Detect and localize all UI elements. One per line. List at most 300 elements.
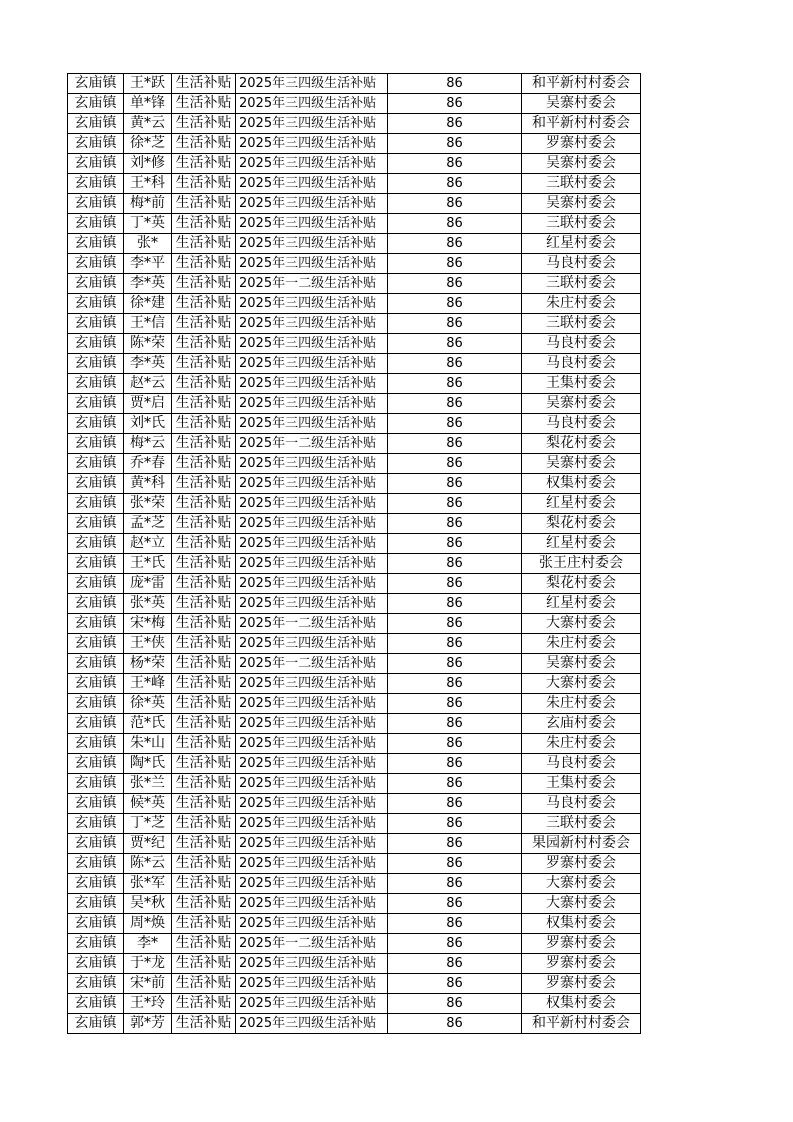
amount-cell: 86 — [388, 974, 522, 994]
village-cell: 朱庄村委会 — [522, 694, 641, 714]
village-cell: 马良村委会 — [522, 754, 641, 774]
town-cell: 玄庙镇 — [68, 694, 124, 714]
town-cell: 玄庙镇 — [68, 894, 124, 914]
table-row — [68, 334, 641, 354]
table-row — [68, 214, 641, 234]
description-cell: 2025年三四级生活补贴 — [236, 234, 388, 254]
name-cell: 孟*芝 — [124, 514, 172, 534]
name-cell: 郭*芳 — [124, 1014, 172, 1034]
town-cell: 玄庙镇 — [68, 74, 124, 94]
name-cell: 王*侠 — [124, 634, 172, 654]
name-cell: 王*峰 — [124, 674, 172, 694]
description-cell: 2025年三四级生活补贴 — [236, 834, 388, 854]
amount-cell: 86 — [388, 594, 522, 614]
description-cell: 2025年三四级生活补贴 — [236, 754, 388, 774]
table-row — [68, 394, 641, 414]
subsidy-type-cell: 生活补贴 — [172, 154, 236, 174]
name-cell: 朱*山 — [124, 734, 172, 754]
village-cell: 三联村委会 — [522, 174, 641, 194]
village-cell: 红星村委会 — [522, 534, 641, 554]
name-cell: 李*英 — [124, 354, 172, 374]
table-row — [68, 474, 641, 494]
description-cell: 2025年三四级生活补贴 — [236, 334, 388, 354]
subsidy-type-cell: 生活补贴 — [172, 274, 236, 294]
subsidy-type-cell: 生活补贴 — [172, 494, 236, 514]
description-cell: 2025年三四级生活补贴 — [236, 394, 388, 414]
town-cell: 玄庙镇 — [68, 974, 124, 994]
amount-cell: 86 — [388, 634, 522, 654]
town-cell: 玄庙镇 — [68, 374, 124, 394]
table-row — [68, 914, 641, 934]
subsidy-type-cell: 生活补贴 — [172, 474, 236, 494]
name-cell: 王*科 — [124, 174, 172, 194]
description-cell: 2025年三四级生活补贴 — [236, 914, 388, 934]
description-cell: 2025年三四级生活补贴 — [236, 574, 388, 594]
description-cell: 2025年三四级生活补贴 — [236, 174, 388, 194]
subsidy-type-cell: 生活补贴 — [172, 234, 236, 254]
subsidy-type-cell: 生活补贴 — [172, 974, 236, 994]
amount-cell: 86 — [388, 794, 522, 814]
table-row — [68, 714, 641, 734]
description-cell: 2025年三四级生活补贴 — [236, 734, 388, 754]
village-cell: 罗寨村委会 — [522, 934, 641, 954]
amount-cell: 86 — [388, 414, 522, 434]
table-row — [68, 74, 641, 94]
table-row — [68, 834, 641, 854]
village-cell: 马良村委会 — [522, 334, 641, 354]
subsidy-type-cell: 生活补贴 — [172, 334, 236, 354]
subsidy-type-cell: 生活补贴 — [172, 514, 236, 534]
subsidy-type-cell: 生活补贴 — [172, 1014, 236, 1034]
description-cell: 2025年三四级生活补贴 — [236, 74, 388, 94]
name-cell: 宋*梅 — [124, 614, 172, 634]
description-cell: 2025年三四级生活补贴 — [236, 794, 388, 814]
description-cell: 2025年三四级生活补贴 — [236, 714, 388, 734]
amount-cell: 86 — [388, 494, 522, 514]
amount-cell: 86 — [388, 654, 522, 674]
amount-cell: 86 — [388, 714, 522, 734]
table-row — [68, 254, 641, 274]
table-row — [68, 134, 641, 154]
town-cell: 玄庙镇 — [68, 834, 124, 854]
town-cell: 玄庙镇 — [68, 274, 124, 294]
name-cell: 候*英 — [124, 794, 172, 814]
village-cell: 和平新村村委会 — [522, 114, 641, 134]
village-cell: 朱庄村委会 — [522, 294, 641, 314]
description-cell: 2025年三四级生活补贴 — [236, 214, 388, 234]
village-cell: 吴寨村委会 — [522, 654, 641, 674]
town-cell: 玄庙镇 — [68, 914, 124, 934]
table-row — [68, 734, 641, 754]
subsidy-type-cell: 生活补贴 — [172, 294, 236, 314]
village-cell: 红星村委会 — [522, 594, 641, 614]
description-cell: 2025年三四级生活补贴 — [236, 294, 388, 314]
amount-cell: 86 — [388, 374, 522, 394]
description-cell: 2025年三四级生活补贴 — [236, 554, 388, 574]
table-row — [68, 754, 641, 774]
village-cell: 权集村委会 — [522, 474, 641, 494]
amount-cell: 86 — [388, 734, 522, 754]
subsidy-table — [67, 73, 641, 1034]
village-cell: 吴寨村委会 — [522, 194, 641, 214]
subsidy-type-cell: 生活补贴 — [172, 854, 236, 874]
name-cell: 贾*启 — [124, 394, 172, 414]
subsidy-type-cell: 生活补贴 — [172, 134, 236, 154]
town-cell: 玄庙镇 — [68, 534, 124, 554]
subsidy-type-cell: 生活补贴 — [172, 814, 236, 834]
name-cell: 赵*立 — [124, 534, 172, 554]
town-cell: 玄庙镇 — [68, 114, 124, 134]
table-row — [68, 854, 641, 874]
village-cell: 朱庄村委会 — [522, 734, 641, 754]
town-cell: 玄庙镇 — [68, 434, 124, 454]
description-cell: 2025年三四级生活补贴 — [236, 154, 388, 174]
town-cell: 玄庙镇 — [68, 494, 124, 514]
amount-cell: 86 — [388, 174, 522, 194]
amount-cell: 86 — [388, 1014, 522, 1034]
subsidy-type-cell: 生活补贴 — [172, 914, 236, 934]
town-cell: 玄庙镇 — [68, 654, 124, 674]
town-cell: 玄庙镇 — [68, 774, 124, 794]
name-cell: 黄*云 — [124, 114, 172, 134]
description-cell: 2025年三四级生活补贴 — [236, 894, 388, 914]
table-row — [68, 314, 641, 334]
table-row — [68, 514, 641, 534]
description-cell: 2025年三四级生活补贴 — [236, 1014, 388, 1034]
village-cell: 和平新村村委会 — [522, 1014, 641, 1034]
village-cell: 罗寨村委会 — [522, 134, 641, 154]
village-cell: 和平新村村委会 — [522, 74, 641, 94]
table-row — [68, 814, 641, 834]
village-cell: 梨花村委会 — [522, 434, 641, 454]
village-cell: 马良村委会 — [522, 414, 641, 434]
subsidy-type-cell: 生活补贴 — [172, 834, 236, 854]
description-cell: 2025年一二级生活补贴 — [236, 274, 388, 294]
name-cell: 丁*芝 — [124, 814, 172, 834]
description-cell: 2025年三四级生活补贴 — [236, 314, 388, 334]
table-row — [68, 194, 641, 214]
subsidy-type-cell: 生活补贴 — [172, 314, 236, 334]
name-cell: 王*信 — [124, 314, 172, 334]
amount-cell: 86 — [388, 934, 522, 954]
subsidy-type-cell: 生活补贴 — [172, 634, 236, 654]
town-cell: 玄庙镇 — [68, 294, 124, 314]
description-cell: 2025年三四级生活补贴 — [236, 134, 388, 154]
subsidy-type-cell: 生活补贴 — [172, 194, 236, 214]
town-cell: 玄庙镇 — [68, 354, 124, 374]
subsidy-type-cell: 生活补贴 — [172, 414, 236, 434]
amount-cell: 86 — [388, 214, 522, 234]
name-cell: 庞*雷 — [124, 574, 172, 594]
village-cell: 大寨村委会 — [522, 614, 641, 634]
subsidy-type-cell: 生活补贴 — [172, 754, 236, 774]
table-row — [68, 594, 641, 614]
table-row — [68, 454, 641, 474]
table-row — [68, 614, 641, 634]
town-cell: 玄庙镇 — [68, 474, 124, 494]
name-cell: 陶*氏 — [124, 754, 172, 774]
name-cell: 杨*荣 — [124, 654, 172, 674]
description-cell: 2025年一二级生活补贴 — [236, 434, 388, 454]
table-row — [68, 434, 641, 454]
village-cell: 罗寨村委会 — [522, 854, 641, 874]
table-row — [68, 994, 641, 1014]
subsidy-type-cell: 生活补贴 — [172, 534, 236, 554]
name-cell: 徐*建 — [124, 294, 172, 314]
description-cell: 2025年三四级生活补贴 — [236, 194, 388, 214]
amount-cell: 86 — [388, 134, 522, 154]
amount-cell: 86 — [388, 534, 522, 554]
town-cell: 玄庙镇 — [68, 134, 124, 154]
subsidy-type-cell: 生活补贴 — [172, 934, 236, 954]
town-cell: 玄庙镇 — [68, 594, 124, 614]
subsidy-type-cell: 生活补贴 — [172, 614, 236, 634]
amount-cell: 86 — [388, 454, 522, 474]
subsidy-type-cell: 生活补贴 — [172, 434, 236, 454]
amount-cell: 86 — [388, 874, 522, 894]
subsidy-type-cell: 生活补贴 — [172, 794, 236, 814]
subsidy-type-cell: 生活补贴 — [172, 574, 236, 594]
description-cell: 2025年三四级生活补贴 — [236, 954, 388, 974]
amount-cell: 86 — [388, 834, 522, 854]
village-cell: 三联村委会 — [522, 214, 641, 234]
amount-cell: 86 — [388, 994, 522, 1014]
name-cell: 张*兰 — [124, 774, 172, 794]
description-cell: 2025年三四级生活补贴 — [236, 854, 388, 874]
town-cell: 玄庙镇 — [68, 934, 124, 954]
subsidy-type-cell: 生活补贴 — [172, 894, 236, 914]
village-cell: 梨花村委会 — [522, 514, 641, 534]
town-cell: 玄庙镇 — [68, 174, 124, 194]
town-cell: 玄庙镇 — [68, 314, 124, 334]
name-cell: 张*荣 — [124, 494, 172, 514]
name-cell: 丁*英 — [124, 214, 172, 234]
name-cell: 梅*云 — [124, 434, 172, 454]
village-cell: 红星村委会 — [522, 494, 641, 514]
amount-cell: 86 — [388, 154, 522, 174]
name-cell: 张* — [124, 234, 172, 254]
table-row — [68, 174, 641, 194]
description-cell: 2025年三四级生活补贴 — [236, 534, 388, 554]
subsidy-type-cell: 生活补贴 — [172, 734, 236, 754]
amount-cell: 86 — [388, 234, 522, 254]
description-cell: 2025年一二级生活补贴 — [236, 934, 388, 954]
amount-cell: 86 — [388, 554, 522, 574]
amount-cell: 86 — [388, 694, 522, 714]
amount-cell: 86 — [388, 914, 522, 934]
amount-cell: 86 — [388, 754, 522, 774]
name-cell: 陈*云 — [124, 854, 172, 874]
town-cell: 玄庙镇 — [68, 634, 124, 654]
town-cell: 玄庙镇 — [68, 854, 124, 874]
name-cell: 周*焕 — [124, 914, 172, 934]
name-cell: 单*锋 — [124, 94, 172, 114]
amount-cell: 86 — [388, 814, 522, 834]
amount-cell: 86 — [388, 94, 522, 114]
village-cell: 王集村委会 — [522, 774, 641, 794]
town-cell: 玄庙镇 — [68, 954, 124, 974]
table-row — [68, 874, 641, 894]
name-cell: 刘*修 — [124, 154, 172, 174]
subsidy-type-cell: 生活补贴 — [172, 374, 236, 394]
name-cell: 梅*前 — [124, 194, 172, 214]
subsidy-type-cell: 生活补贴 — [172, 874, 236, 894]
table-row — [68, 974, 641, 994]
description-cell: 2025年三四级生活补贴 — [236, 474, 388, 494]
description-cell: 2025年一二级生活补贴 — [236, 654, 388, 674]
description-cell: 2025年三四级生活补贴 — [236, 254, 388, 274]
name-cell: 贾*纪 — [124, 834, 172, 854]
description-cell: 2025年三四级生活补贴 — [236, 494, 388, 514]
subsidy-type-cell: 生活补贴 — [172, 654, 236, 674]
table-row — [68, 354, 641, 374]
town-cell: 玄庙镇 — [68, 254, 124, 274]
village-cell: 罗寨村委会 — [522, 974, 641, 994]
village-cell: 大寨村委会 — [522, 874, 641, 894]
table-row — [68, 954, 641, 974]
village-cell: 大寨村委会 — [522, 894, 641, 914]
village-cell: 三联村委会 — [522, 274, 641, 294]
town-cell: 玄庙镇 — [68, 574, 124, 594]
subsidy-type-cell: 生活补贴 — [172, 954, 236, 974]
town-cell: 玄庙镇 — [68, 414, 124, 434]
name-cell: 刘*氏 — [124, 414, 172, 434]
subsidy-type-cell: 生活补贴 — [172, 454, 236, 474]
amount-cell: 86 — [388, 854, 522, 874]
description-cell: 2025年三四级生活补贴 — [236, 874, 388, 894]
village-cell: 权集村委会 — [522, 994, 641, 1014]
amount-cell: 86 — [388, 614, 522, 634]
subsidy-type-cell: 生活补贴 — [172, 674, 236, 694]
name-cell: 赵*云 — [124, 374, 172, 394]
town-cell: 玄庙镇 — [68, 334, 124, 354]
amount-cell: 86 — [388, 894, 522, 914]
amount-cell: 86 — [388, 334, 522, 354]
amount-cell: 86 — [388, 434, 522, 454]
table-body — [68, 74, 641, 1034]
name-cell: 范*氏 — [124, 714, 172, 734]
subsidy-type-cell: 生活补贴 — [172, 554, 236, 574]
description-cell: 2025年三四级生活补贴 — [236, 694, 388, 714]
amount-cell: 86 — [388, 194, 522, 214]
name-cell: 李*平 — [124, 254, 172, 274]
name-cell: 张*英 — [124, 594, 172, 614]
town-cell: 玄庙镇 — [68, 194, 124, 214]
village-cell: 马良村委会 — [522, 354, 641, 374]
village-cell: 吴寨村委会 — [522, 454, 641, 474]
description-cell: 2025年三四级生活补贴 — [236, 374, 388, 394]
town-cell: 玄庙镇 — [68, 1014, 124, 1034]
table-row — [68, 774, 641, 794]
name-cell: 乔*春 — [124, 454, 172, 474]
description-cell: 2025年一二级生活补贴 — [236, 614, 388, 634]
town-cell: 玄庙镇 — [68, 234, 124, 254]
subsidy-type-cell: 生活补贴 — [172, 114, 236, 134]
amount-cell: 86 — [388, 574, 522, 594]
village-cell: 张王庄村委会 — [522, 554, 641, 574]
amount-cell: 86 — [388, 274, 522, 294]
town-cell: 玄庙镇 — [68, 814, 124, 834]
description-cell: 2025年三四级生活补贴 — [236, 974, 388, 994]
amount-cell: 86 — [388, 254, 522, 274]
name-cell: 陈*荣 — [124, 334, 172, 354]
village-cell: 权集村委会 — [522, 914, 641, 934]
description-cell: 2025年三四级生活补贴 — [236, 634, 388, 654]
town-cell: 玄庙镇 — [68, 734, 124, 754]
name-cell: 李*英 — [124, 274, 172, 294]
village-cell: 吴寨村委会 — [522, 94, 641, 114]
village-cell: 王集村委会 — [522, 374, 641, 394]
amount-cell: 86 — [388, 114, 522, 134]
name-cell: 李* — [124, 934, 172, 954]
town-cell: 玄庙镇 — [68, 674, 124, 694]
name-cell: 吴*秋 — [124, 894, 172, 914]
town-cell: 玄庙镇 — [68, 794, 124, 814]
amount-cell: 86 — [388, 474, 522, 494]
table-row — [68, 694, 641, 714]
town-cell: 玄庙镇 — [68, 614, 124, 634]
subsidy-type-cell: 生活补贴 — [172, 354, 236, 374]
table-row — [68, 414, 641, 434]
village-cell: 马良村委会 — [522, 254, 641, 274]
amount-cell: 86 — [388, 954, 522, 974]
table-row — [68, 154, 641, 174]
table-row — [68, 1014, 641, 1034]
subsidy-type-cell: 生活补贴 — [172, 694, 236, 714]
description-cell: 2025年三四级生活补贴 — [236, 774, 388, 794]
description-cell: 2025年三四级生活补贴 — [236, 514, 388, 534]
table-row — [68, 534, 641, 554]
town-cell: 玄庙镇 — [68, 554, 124, 574]
table-row — [68, 274, 641, 294]
description-cell: 2025年三四级生活补贴 — [236, 354, 388, 374]
village-cell: 红星村委会 — [522, 234, 641, 254]
village-cell: 吴寨村委会 — [522, 394, 641, 414]
table-row — [68, 654, 641, 674]
subsidy-type-cell: 生活补贴 — [172, 74, 236, 94]
amount-cell: 86 — [388, 354, 522, 374]
subsidy-type-cell: 生活补贴 — [172, 394, 236, 414]
subsidy-type-cell: 生活补贴 — [172, 714, 236, 734]
amount-cell: 86 — [388, 774, 522, 794]
amount-cell: 86 — [388, 314, 522, 334]
town-cell: 玄庙镇 — [68, 994, 124, 1014]
subsidy-type-cell: 生活补贴 — [172, 594, 236, 614]
town-cell: 玄庙镇 — [68, 394, 124, 414]
table-row — [68, 114, 641, 134]
name-cell: 徐*英 — [124, 694, 172, 714]
name-cell: 王*跃 — [124, 74, 172, 94]
village-cell: 罗寨村委会 — [522, 954, 641, 974]
table-row — [68, 374, 641, 394]
table-row — [68, 794, 641, 814]
description-cell: 2025年三四级生活补贴 — [236, 94, 388, 114]
town-cell: 玄庙镇 — [68, 214, 124, 234]
subsidy-type-cell: 生活补贴 — [172, 214, 236, 234]
town-cell: 玄庙镇 — [68, 94, 124, 114]
name-cell: 于*龙 — [124, 954, 172, 974]
name-cell: 黄*科 — [124, 474, 172, 494]
town-cell: 玄庙镇 — [68, 714, 124, 734]
subsidy-type-cell: 生活补贴 — [172, 774, 236, 794]
village-cell: 三联村委会 — [522, 814, 641, 834]
name-cell: 张*军 — [124, 874, 172, 894]
description-cell: 2025年三四级生活补贴 — [236, 454, 388, 474]
amount-cell: 86 — [388, 74, 522, 94]
village-cell: 果园新村村委会 — [522, 834, 641, 854]
village-cell: 玄庙村委会 — [522, 714, 641, 734]
description-cell: 2025年三四级生活补贴 — [236, 994, 388, 1014]
